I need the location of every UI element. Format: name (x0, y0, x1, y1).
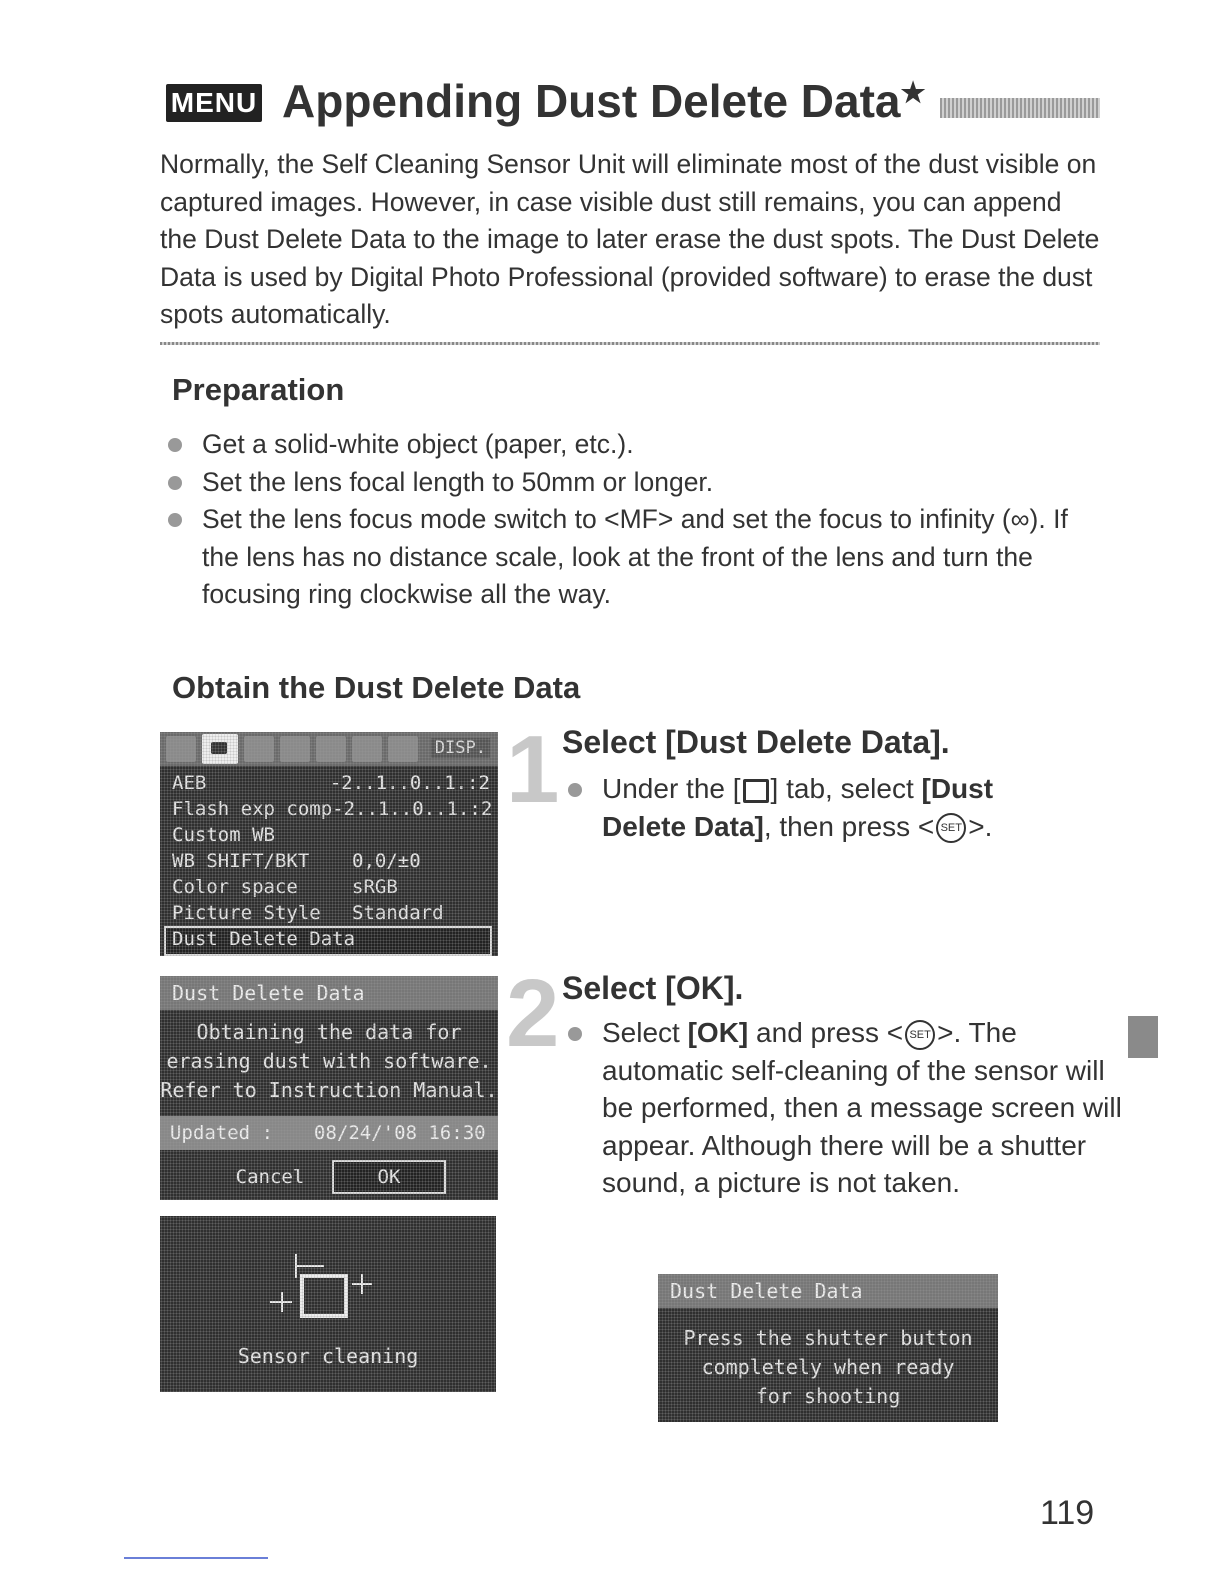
menu-key: Dust Delete Data (172, 928, 356, 950)
list-item (166, 426, 1096, 464)
page-title (282, 74, 926, 128)
step-text-part: ] tab, select (770, 773, 922, 804)
chapter-tab-marker (1128, 1016, 1158, 1058)
step-text-part: Select (602, 1017, 688, 1048)
tab-playback-1 (244, 736, 274, 762)
step-text-part: >. (968, 810, 993, 842)
tab-setup-2 (352, 736, 382, 762)
step-text-part: >. The automatic self-cleaning of the sensor will be performed, then a message screen will appear. Although there will be a shutter sound, a picture is not taken. (602, 1017, 1122, 1198)
bullet-icon (568, 1027, 582, 1041)
dialog-message-line: Press the shutter button (683, 1326, 973, 1350)
menu-row-wb-shift (172, 850, 490, 876)
menu-row-color-space (172, 876, 490, 902)
menu-key: Color space (172, 876, 298, 898)
dialog-message (160, 1018, 498, 1105)
dialog-message-line: Refer to Instruction Manual. (160, 1078, 498, 1102)
tab-shooting-2-icon (202, 734, 238, 764)
tab-setup-1 (316, 736, 346, 762)
sensor-cleaning-screen (160, 1216, 496, 1392)
page-title-text: Appending Dust Delete Data (282, 75, 901, 127)
menu-key: WB SHIFT/BKT (172, 850, 310, 872)
press-shutter-screen (658, 1274, 998, 1422)
sensor-cleaning-caption: Sensor cleaning (237, 1344, 419, 1368)
menu-key: Flash exp comp (172, 798, 333, 820)
updated-label: Updated : (170, 1122, 273, 1144)
updated-row (160, 1116, 498, 1150)
step-number-1: 1 (506, 716, 560, 823)
step-text-part: , then press < (763, 810, 935, 842)
menu-row-aeb (172, 772, 490, 798)
bullet-icon (568, 783, 582, 797)
menu-badge-icon: MENU (166, 84, 262, 122)
camera-tab-icon (743, 779, 769, 803)
dialog-message (658, 1324, 998, 1411)
menu-value: 0,0/±0 (352, 850, 421, 872)
dialog-message-line: completely when ready (701, 1355, 955, 1379)
bullet-icon (168, 438, 182, 452)
disp-label: DISP. (431, 738, 490, 758)
menu-screen (160, 732, 498, 956)
menu-value: Standard (352, 902, 444, 924)
dialog-title: Dust Delete Data (160, 976, 498, 1010)
updated-value: 08/24/'08 16:30 (314, 1122, 486, 1144)
preparation-heading: Preparation (172, 372, 345, 407)
step-text-part: Under the [ (602, 773, 741, 804)
divider (160, 342, 1100, 345)
menu-value: sRGB (352, 876, 398, 898)
step-1-title: Select [Dust Delete Data]. (562, 724, 950, 760)
menu-key: Picture Style (172, 902, 321, 924)
page-number: 119 (1040, 1494, 1095, 1532)
sensor-cleaning-icon (260, 1236, 400, 1346)
step-number-2: 2 (506, 960, 560, 1067)
tab-shooting-1 (166, 736, 196, 762)
list-item (166, 464, 1096, 502)
bullet-icon (168, 513, 182, 527)
set-button-icon: SET (905, 1020, 935, 1050)
step-2-text (566, 1014, 1132, 1202)
menu-value: -2..1..0..1.:2 (329, 772, 490, 794)
list-item-text: Set the lens focus mode switch to <MF> and set the focus to infinity (∞). If the lens has no distance scale, look at the front of the lens and turn the focusing ring clockwise all the way. (202, 504, 1068, 609)
list-item (166, 501, 1096, 614)
menu-row-custom-wb (172, 824, 490, 850)
star-icon: ★ (900, 77, 926, 108)
menu-value: -2..1..0..1.:2 (332, 798, 493, 820)
tab-playback-2 (280, 736, 310, 762)
dialog-message-line: erasing dust with software. (166, 1049, 492, 1073)
menu-row-dust-delete-data (164, 926, 492, 956)
menu-key: Custom WB (172, 824, 275, 846)
menu-key: AEB (172, 772, 207, 794)
list-item-text: Set the lens focal length to 50mm or longer. (202, 466, 714, 497)
step-1-text (566, 770, 1082, 845)
list-item-text: Get a solid-white object (paper, etc.). (202, 429, 634, 459)
step-text-bold: [Dust Delete Data] (602, 773, 994, 842)
title-decoration-bar (940, 98, 1100, 118)
bullet-icon (168, 476, 182, 490)
menu-row-flash-exp-comp (172, 798, 493, 824)
step-text-part: and press < (748, 1017, 904, 1048)
tab-setup-3 (388, 736, 418, 762)
dialog-title: Dust Delete Data (658, 1274, 998, 1308)
step-2-title: Select [OK]. (562, 970, 744, 1006)
intro-paragraph: Normally, the Self Cleaning Sensor Unit will eliminate most of the dust visible on captured images. However, in case visible dust still remains, you can append the Dust Delete Data to the image to later erase the dust spots. The Dust Delete Data is used by Digital Photo Professional (provided software) to erase the dust spots automatically. (160, 149, 1100, 329)
dialog-message-line: Obtaining the data for (196, 1020, 462, 1044)
set-button-icon: SET (936, 813, 966, 843)
dialog-message-line: for shooting (755, 1384, 901, 1408)
step-text-bold: [OK] (687, 1017, 749, 1048)
obtain-heading: Obtain the Dust Delete Data (172, 670, 581, 705)
cancel-button: Cancel (235, 1166, 305, 1188)
ok-button: OK (332, 1160, 446, 1194)
preparation-list (166, 426, 1096, 614)
dust-delete-dialog-screen (160, 976, 498, 1200)
footer-line (124, 1557, 268, 1559)
menu-row-picture-style (172, 902, 490, 928)
